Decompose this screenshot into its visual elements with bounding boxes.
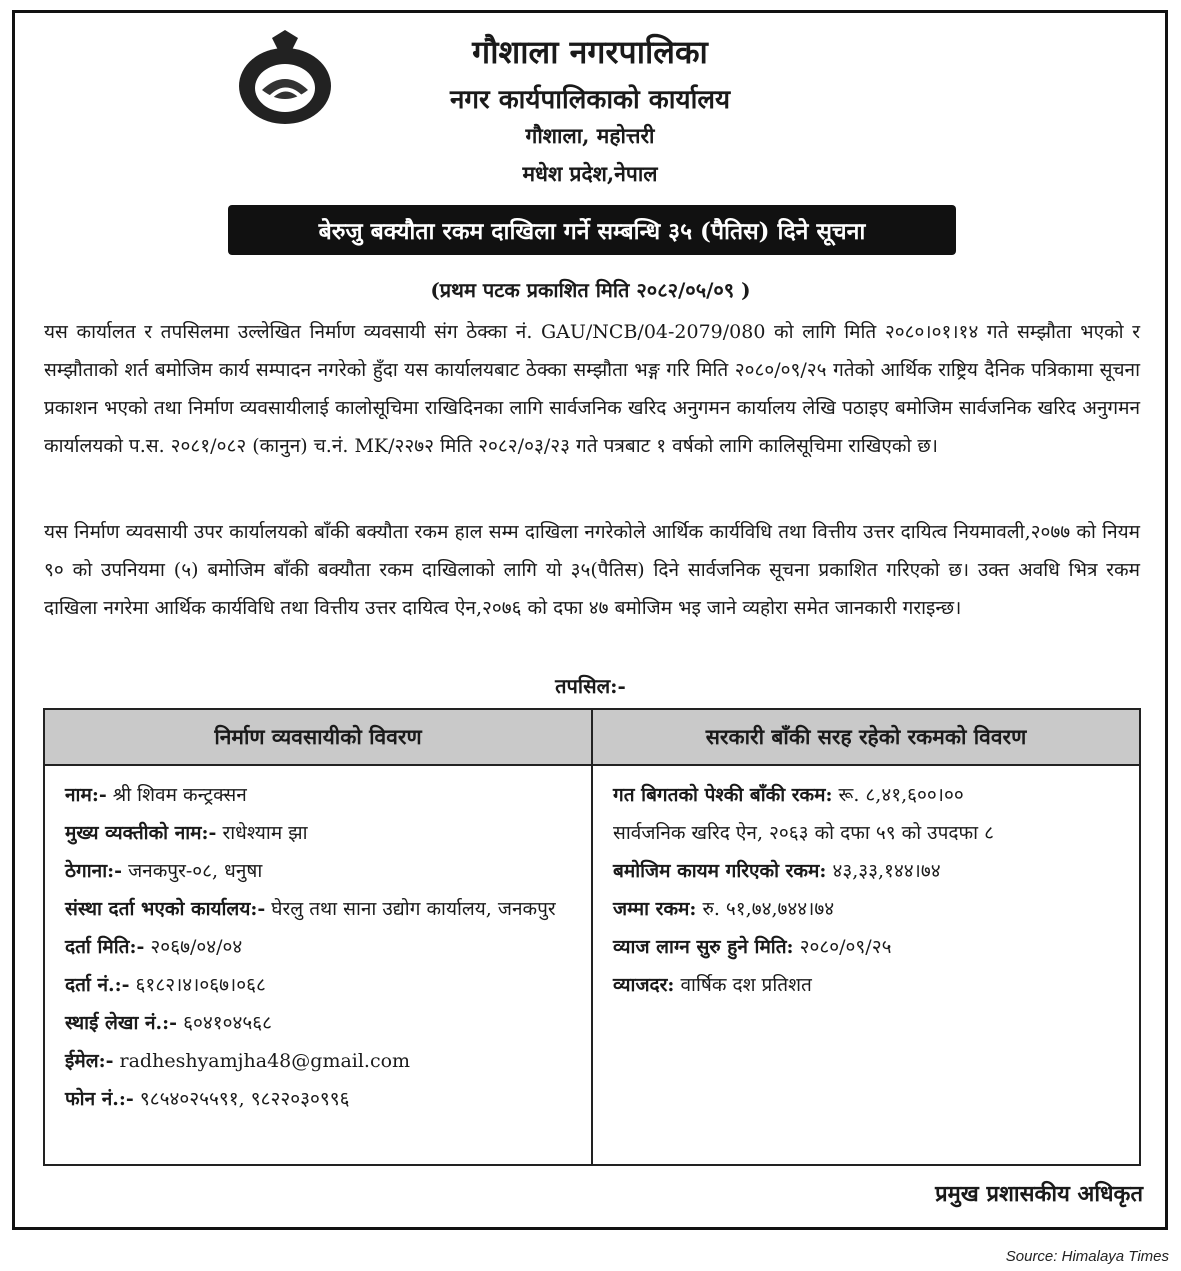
publication-date: (प्रथम पटक प्रकाशित मिति २०८२/०५/०९ ) — [430, 278, 751, 302]
office-name: नगर कार्यपालिकाको कार्यालय — [449, 85, 731, 115]
detail-row — [613, 928, 1119, 966]
detail-value: रु. ५१,७४,७४४।७४ — [696, 898, 835, 920]
detail-value: २०८०/०९/२५ — [793, 936, 892, 958]
detail-row — [65, 1080, 571, 1118]
detail-row — [613, 852, 1119, 890]
notice-title: बेरुजु बक्यौता रकम दाखिला गर्ने सम्बन्धि ३५ (पैतिस) दिने सूचना — [228, 205, 956, 255]
detail-value: सार्वजनिक खरिद ऐन, २०६३ को दफा ५९ को उपदफा ८ — [613, 822, 994, 844]
province: मधेश प्रदेश,नेपाल — [522, 161, 658, 186]
detail-row — [65, 852, 571, 890]
detail-row — [65, 814, 571, 852]
detail-value: राधेश्याम झा — [216, 822, 308, 844]
detail-value: radheshyamjha48@gmail.com — [113, 1050, 411, 1072]
detail-label: मुख्य व्यक्तीको नाम:- — [65, 822, 217, 844]
detail-value: ६१८२।४।०६७।०६८ — [129, 974, 266, 996]
detail-label: व्याज लाग्न सुरु हुने मिति: — [613, 936, 794, 958]
detail-label: दर्ता मिति:- — [65, 936, 145, 958]
detail-label: दर्ता नं.:- — [65, 974, 130, 996]
detail-value: वार्षिक दश प्रतिशत — [674, 974, 812, 996]
signatory-title: प्रमुख प्रशासकीय अधिकृत — [935, 1181, 1143, 1207]
detail-value: २०६७/०४/०४ — [144, 936, 243, 958]
detail-label: स्थाई लेखा नं.:- — [65, 1012, 178, 1034]
detail-row — [65, 966, 571, 1004]
detail-row — [65, 776, 571, 814]
detail-label: गत बिगतको पेश्की बाँकी रकम: — [613, 784, 833, 806]
detail-label: ईमेल:- — [65, 1050, 114, 1072]
notice-paragraph: यस कार्यालत र तपसिलमा उल्लेखित निर्माण व्यवसायी संग ठेक्का नं. GAU/NCB/04-2079/080 को लागि मिति २०८०।०१।१४ गते सम्झौता भएको र सम्झौताको शर्त बमोजिम कार्य सम्पादन नगरेको हुँदा यस कार्यालयबाट ठेक्का सम्झौता भङ्ग गरि मिति २०८०/०९/२५ गतेको आर्थिक राष्ट्रिय दैनिक पत्रिकामा सूचना प्रकाशन भएको तथा निर्माण व्यवसायीलाई कालोसूचिमा राखिदिनका लागि सार्वजनिक खरिद अनुगमन कार्यालय लेखि पठाइए बमोजिम सार्वजनिक खरिद अनुगमन कार्यालयको प.स. २०८१/०८२ (कानुन) च.नं. MK/२२७२ मिति २०८२/०३/२३ गते पत्रबाट १ वर्षको लागि कालिसूचिमा राखिएको छ। — [44, 321, 1140, 457]
detail-row — [65, 890, 571, 928]
detail-label: ठेगाना:- — [65, 860, 123, 882]
detail-value: घेरलु तथा साना उद्योग कार्यालय, जनकपुर — [265, 898, 556, 920]
detail-label: व्याजदर: — [613, 974, 675, 996]
office-location: गौशाला, महोत्तरी — [525, 123, 655, 148]
detail-value: ६०४१०४५६८ — [177, 1012, 273, 1034]
detail-value: ४३,३३,१४४।७४ — [826, 860, 941, 882]
detail-row — [613, 814, 1119, 852]
detail-row — [65, 928, 571, 966]
detail-row — [613, 966, 1119, 1004]
detail-label: बमोजिम कायम गरिएको रकम: — [613, 860, 827, 882]
municipality-name: गौशाला नगरपालिका — [472, 33, 708, 71]
details-heading: तपसिल:- — [555, 674, 626, 698]
detail-row — [613, 776, 1119, 814]
detail-value: जनकपुर-०८, धनुषा — [122, 860, 263, 882]
detail-label: संस्था दर्ता भएको कार्यालय:- — [65, 898, 266, 920]
amount-details — [592, 765, 1140, 1165]
amount-column-header: सरकारी बाँकी सरह रहेको रकमको विवरण — [592, 709, 1140, 765]
detail-row — [65, 1004, 571, 1042]
detail-value: रू. ८,४१,६००।०० — [832, 784, 964, 806]
details-table — [43, 708, 1141, 1166]
detail-value: ९८५४०२५५९१, ९८२२०३०९९६ — [133, 1088, 350, 1110]
detail-label: नाम:- — [65, 784, 107, 806]
detail-label: जम्मा रकम: — [613, 898, 697, 920]
contractor-details — [44, 765, 592, 1165]
contractor-column-header: निर्माण व्यवसायीको विवरण — [44, 709, 592, 765]
detail-row — [613, 890, 1119, 928]
detail-label: फोन नं.:- — [65, 1088, 134, 1110]
notice-paragraph: यस निर्माण व्यवसायी उपर कार्यालयको बाँकी बक्यौता रकम हाल सम्म दाखिला नगरेकोले आर्थिक कार्यविधि तथा वित्तीय उत्तर दायित्व नियमावली,२०७७ को नियम ९० को उपनियमा (५) बमोजिम बाँकी बक्यौता रकम दाखिलाको लागि यो ३५(पैतिस) दिने सार्वजनिक सूचना प्रकाशित गरिएको छ। उक्त अवधि भित्र रकम दाखिला नगरेमा आर्थिक कार्यविधि तथा वित्तीय उत्तर दायित्व ऐन,२०७६ को दफा ४७ बमोजिम भइ जाने व्यहोरा समेत जानकारी गराइन्छ। — [44, 521, 1140, 619]
source-credit: Source: Himalaya Times — [1005, 1248, 1169, 1265]
detail-value: श्री शिवम कन्ट्रक्सन — [106, 784, 247, 806]
detail-row — [65, 1042, 571, 1080]
